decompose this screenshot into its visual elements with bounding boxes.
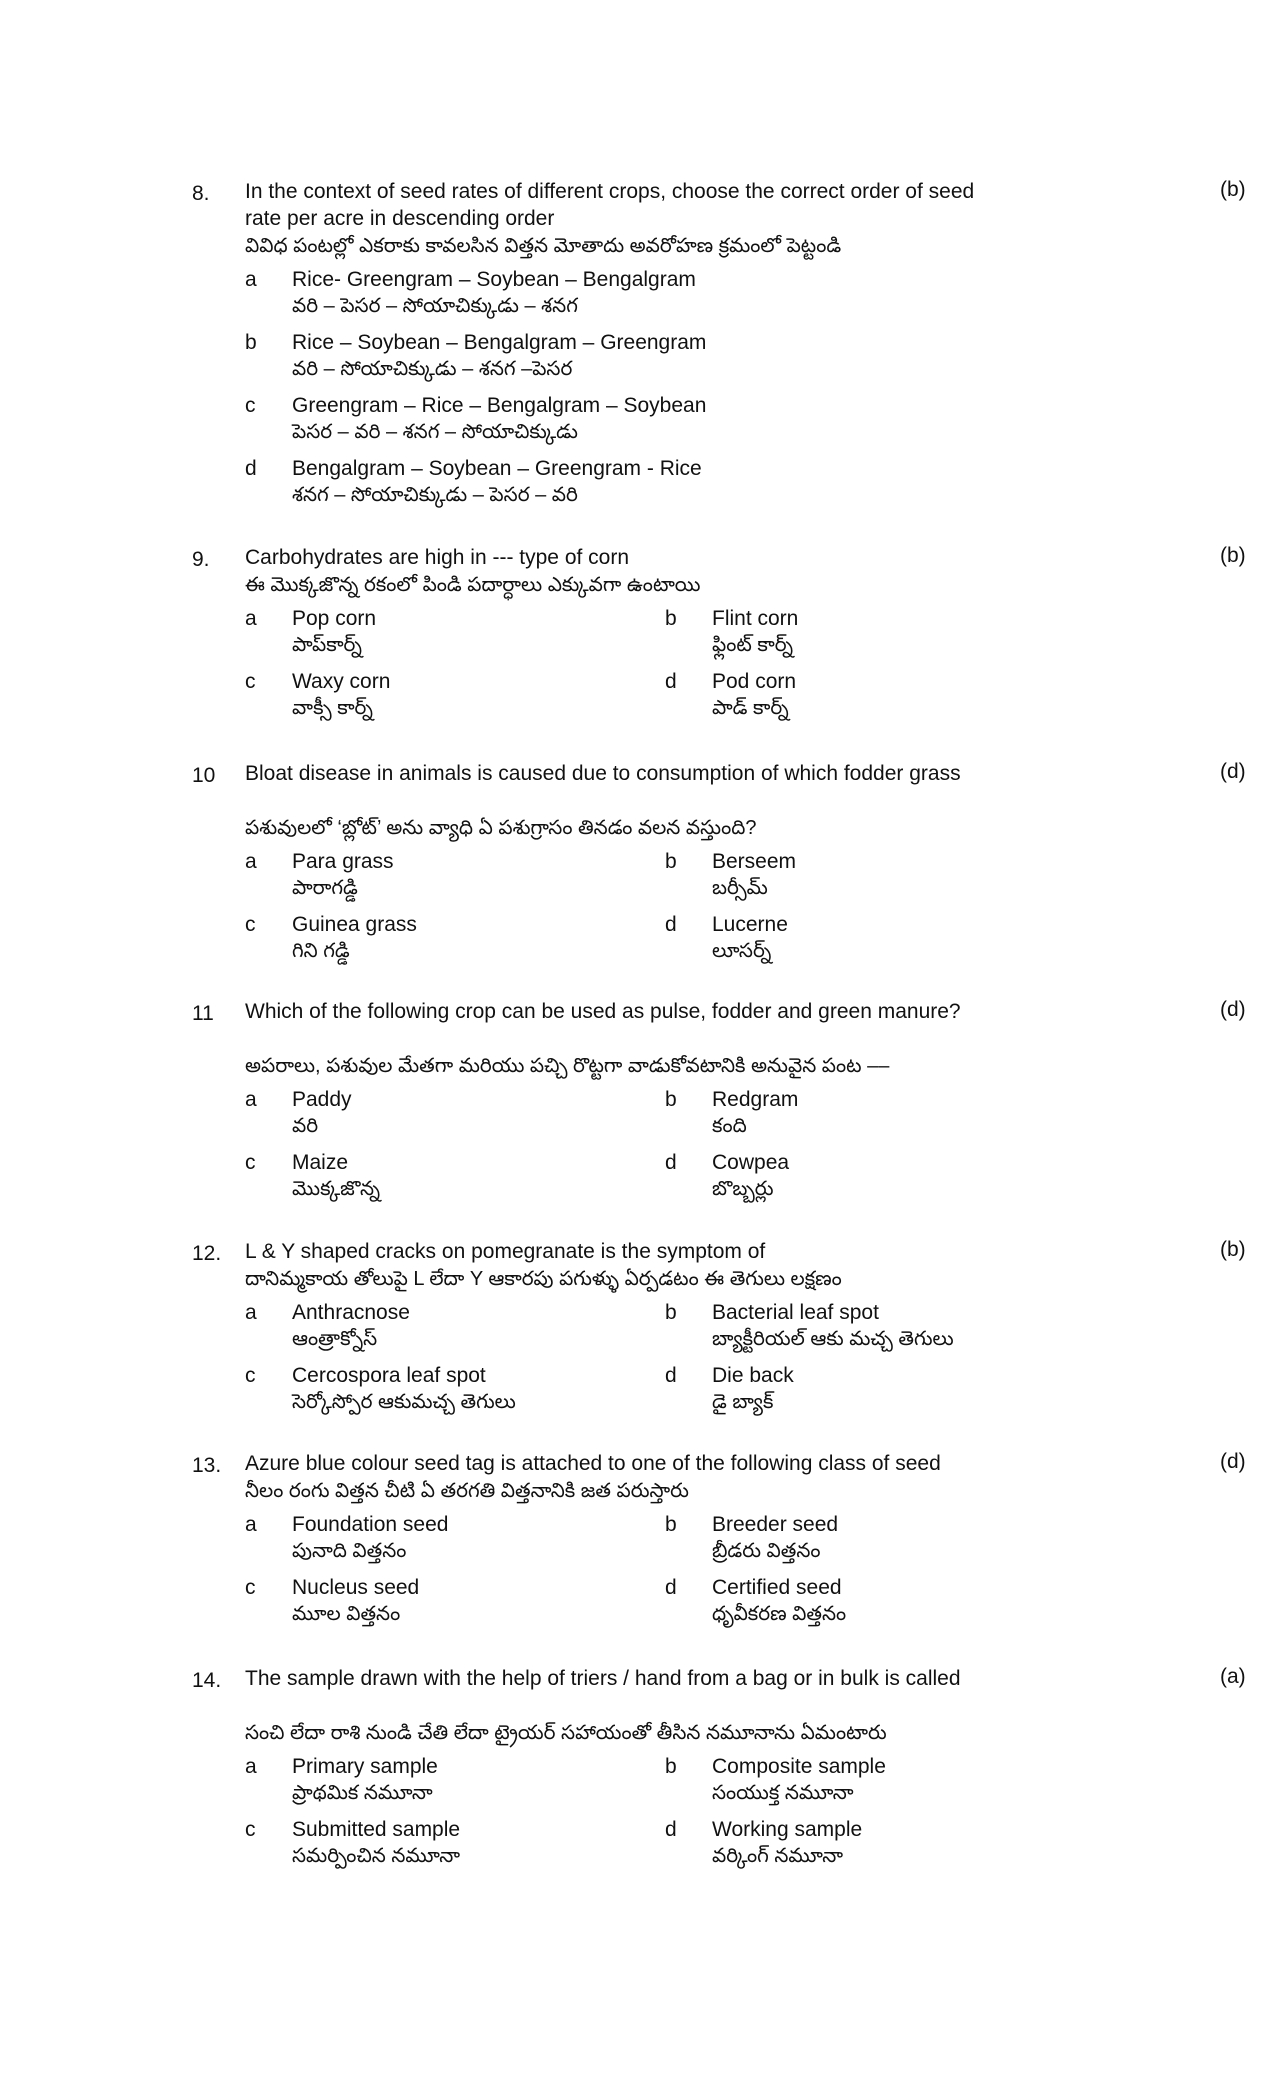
option-text: Berseem (712, 850, 797, 873)
option-text-telugu: సమర్పించిన నమూనా (292, 1845, 461, 1867)
option-text-telugu: గిని గడ్డి (292, 940, 350, 962)
answer-key: (a) (1220, 1665, 1246, 1688)
option-text: Cowpea (712, 1151, 790, 1174)
question-9 (192, 544, 1246, 734)
option-text-telugu: వరి – సోయాచిక్కుడు – శనగ –పెసర (292, 358, 573, 380)
question-number: 13. (192, 1454, 222, 1477)
option-text: Cercospora leaf spot (292, 1364, 486, 1387)
option-letter: d (665, 913, 677, 936)
option-letter: d (665, 1818, 677, 1841)
option-text-telugu: పునాది విత్తనం (292, 1540, 407, 1562)
question-12 (192, 1238, 1246, 1428)
option-letter: b (665, 850, 677, 873)
question-11 (192, 998, 1246, 1213)
answer-key: (b) (1220, 544, 1246, 567)
question-text: Bloat disease in animals is caused due to consumption of which fodder grass (245, 762, 961, 785)
option-text: Foundation seed (292, 1513, 449, 1536)
option-text-telugu: మొక్కజొన్న (292, 1178, 380, 1200)
option-letter: a (245, 1755, 257, 1778)
option-text-telugu: బొబ్బర్లు (712, 1178, 774, 1200)
option-text: Composite sample (712, 1755, 886, 1778)
option-text: Rice – Soybean – Bengalgram – Greengram (292, 331, 707, 354)
option-text: Anthracnose (292, 1301, 410, 1324)
option-text-telugu: శనగ – సోయాచిక్కుడు – పెసర – వరి (292, 484, 578, 506)
option-letter: c (245, 1151, 256, 1174)
option-text: Primary sample (292, 1755, 438, 1778)
question-text: Which of the following crop can be used as pulse, fodder and green manure? (245, 1000, 961, 1023)
option-text-telugu: లూసర్న్ (712, 940, 772, 962)
question-text-telugu: నీలం రంగు విత్తన చీటి ఏ తరగతి విత్తనానికి జత పరుస్తారు (245, 1480, 689, 1502)
question-text-telugu: సంచి లేదా రాశి నుండి చేతి లేదా ట్రైయర్ సహాయంతో తీసిన నమూనాను ఏమంటారు (245, 1722, 887, 1744)
option-text: Paddy (292, 1088, 352, 1111)
option-letter: b (665, 607, 677, 630)
option-text: Bacterial leaf spot (712, 1301, 879, 1324)
option-text: Die back (712, 1364, 794, 1387)
option-text: Redgram (712, 1088, 799, 1111)
option-text-telugu: డై బ్యాక్ (712, 1391, 774, 1413)
option-letter: b (245, 331, 257, 354)
option-letter: c (245, 1576, 256, 1599)
option-text-telugu: వర్కింగ్ నమూనా (712, 1845, 844, 1867)
option-letter: d (665, 1151, 677, 1174)
option-text-telugu: బ్రీడరు విత్తనం (712, 1540, 821, 1562)
option-text-telugu: ఫ్లింట్ కార్న్ (712, 634, 794, 656)
option-letter: b (665, 1755, 677, 1778)
option-text-telugu: సెర్కోస్పోర ఆకుమచ్చ తెగులు (292, 1391, 516, 1413)
option-text-telugu: బ్యాక్టీరియల్ ఆకు మచ్చ తెగులు (712, 1328, 954, 1350)
option-text: Pod corn (712, 670, 797, 693)
option-text-telugu: ధృవీకరణ విత్తనం (712, 1603, 847, 1625)
question-text-telugu: ఈ మొక్కజొన్న రకంలో పిండి పదార్ధాలు ఎక్కువగా ఉంటాయి (245, 574, 701, 596)
option-letter: b (665, 1513, 677, 1536)
option-letter: c (245, 913, 256, 936)
option-letter: a (245, 1088, 257, 1111)
question-text-telugu: అపరాలు, పశువుల మేతగా మరియు పచ్చి రొట్టగా వాడుకోవటానికి అనువైన పంట –– (245, 1055, 890, 1077)
option-text: Rice- Greengram – Soybean – Bengalgram (292, 268, 696, 291)
option-text-telugu: కంది (712, 1115, 747, 1137)
option-text-telugu: పారాగడ్డి (292, 877, 358, 899)
option-text-telugu: మూల విత్తనం (292, 1603, 401, 1625)
option-text: Breeder seed (712, 1513, 839, 1536)
option-letter: d (665, 670, 677, 693)
question-text: L & Y shaped cracks on pomegranate is the symptom of (245, 1240, 766, 1263)
option-text-telugu: సంయుక్త నమూనా (712, 1782, 854, 1804)
question-text: Azure blue colour seed tag is attached to one of the following class of seed (245, 1452, 941, 1475)
question-number: 14. (192, 1669, 222, 1692)
answer-key: (d) (1220, 760, 1246, 783)
option-text-telugu: ఆంత్రాక్నోస్ (292, 1328, 378, 1350)
option-text: Maize (292, 1151, 349, 1174)
answer-key: (b) (1220, 178, 1246, 201)
option-letter: c (245, 1818, 256, 1841)
option-letter: c (245, 670, 256, 693)
option-letter: d (245, 457, 257, 480)
option-text-telugu: ప్రాథమిక నమూనా (292, 1782, 433, 1804)
option-text: Nucleus seed (292, 1576, 420, 1599)
option-text-telugu: పెసర – వరి – శనగ – సోయాచిక్కుడు (292, 421, 578, 443)
option-text-telugu: వాక్సీ కార్న్ (292, 697, 373, 719)
question-13 (192, 1450, 1246, 1640)
question-8 (192, 178, 1246, 508)
question-number: 12. (192, 1242, 222, 1265)
option-text: Submitted sample (292, 1818, 461, 1841)
option-letter: a (245, 850, 257, 873)
question-text: Carbohydrates are high in --- type of corn (245, 546, 630, 569)
option-text-telugu: వరి (292, 1115, 319, 1137)
question-text-telugu: వివిధ పంటల్లో ఎకరాకు కావలసిన విత్తన మోతాదు అవరోహణ క్రమంలో పెట్టండి (245, 235, 842, 257)
option-text-telugu: వరి – పెసర – సోయాచిక్కుడు – శనగ (292, 295, 578, 317)
question-text: In the context of seed rates of different crops, choose the correct order of seed rate per acre in descending order (245, 180, 975, 230)
option-letter: d (665, 1364, 677, 1387)
option-letter: b (665, 1301, 677, 1324)
option-text: Waxy corn (292, 670, 391, 693)
option-text: Pop corn (292, 607, 377, 630)
question-14 (192, 1665, 1246, 1880)
question-number: 10 (192, 764, 216, 787)
option-letter: a (245, 607, 257, 630)
option-text: Working sample (712, 1818, 863, 1841)
option-letter: b (665, 1088, 677, 1111)
option-text-telugu: పాడ్ కార్న్ (712, 697, 789, 719)
option-text: Flint corn (712, 607, 799, 630)
question-number: 8. (192, 182, 210, 205)
option-text: Certified seed (712, 1576, 842, 1599)
option-text: Lucerne (712, 913, 788, 936)
option-text-telugu: బర్సీమ్ (712, 877, 768, 899)
question-text: The sample drawn with the help of triers / hand from a bag or in bulk is called (245, 1667, 961, 1690)
question-number: 11 (192, 1002, 214, 1025)
option-letter: d (665, 1576, 677, 1599)
question-text-telugu: పశువులలో ‘బ్లోట్’ అను వ్యాధి ఏ పశుగ్రాసం తినడం వలన వస్తుంది? (245, 817, 757, 839)
question-10 (192, 760, 1246, 975)
question-number: 9. (192, 548, 210, 571)
option-letter: a (245, 1513, 257, 1536)
option-letter: c (245, 1364, 256, 1387)
option-text: Para grass (292, 850, 394, 873)
answer-key: (b) (1220, 1238, 1246, 1261)
question-text-telugu: దానిమ్మకాయ తోలుపై L లేదా Y ఆకారపు పగుళ్ళు ఏర్పడటం ఈ తెగులు లక్షణం (245, 1268, 842, 1290)
option-text-telugu: పాప్‌కార్న్ (292, 634, 362, 656)
option-letter: a (245, 1301, 257, 1324)
option-text: Greengram – Rice – Bengalgram – Soybean (292, 394, 707, 417)
answer-key: (d) (1220, 1450, 1246, 1473)
option-text: Guinea grass (292, 913, 417, 936)
option-letter: a (245, 268, 257, 291)
option-letter: c (245, 394, 256, 417)
option-text: Bengalgram – Soybean – Greengram - Rice (292, 457, 702, 480)
answer-key: (d) (1220, 998, 1246, 1021)
